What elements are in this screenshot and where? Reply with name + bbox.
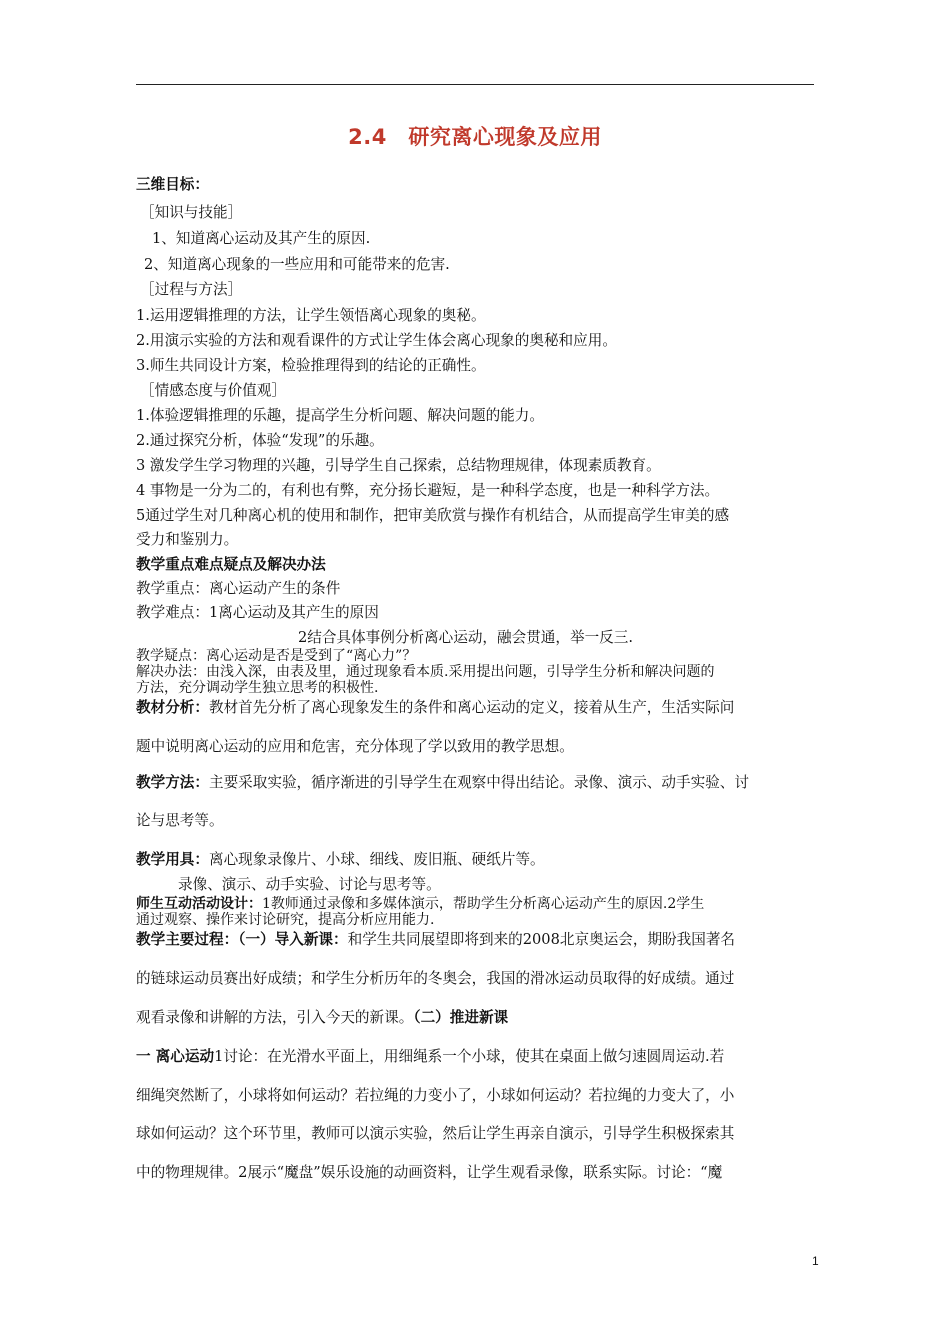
interaction-line-1: [136, 897, 704, 912]
tools-text: 离心现象录像片、小球、细线、废旧瓶、硬纸片等。: [208, 851, 545, 868]
section1-text-a: 1讨论：在光滑水平面上，用细绳系一个小球，使其在桌面上做匀速圆周运动.若: [214, 1048, 725, 1065]
process-heading: ［过程与方法］: [140, 281, 243, 298]
method-line-1: [136, 773, 749, 793]
tools-line-2: 录像、演示、动手实验、讨论与思考等。: [178, 876, 441, 893]
interaction-text: 1教师通过录像和多媒体演示，帮助学生分析离心运动产生的原因.2学生: [262, 896, 705, 912]
process-text: 和学生共同展望即将到来的2008北京奥运会，期盼我国著名: [347, 931, 736, 948]
emotion-item-4: 4 事物是一分为二的，有利也有弊，充分扬长避短，是一种科学态度，也是一种科学方法。: [136, 482, 720, 499]
process-line-3: [136, 1008, 508, 1028]
analysis-text: 教材首先分析了离心现象发生的条件和离心运动的定义，接着从生产，生活实际问: [208, 699, 735, 716]
analysis-line-2: 题中说明离心运动的应用和危害，充分体现了学以致用的教学思想。: [136, 738, 574, 755]
process-label: 教学主要过程：（一）导入新课：: [136, 931, 348, 948]
section1-line-2: 细绳突然断了，小球将如何运动？若拉绳的力变小了，小球如何运动？若拉绳的力变大了，小: [136, 1087, 735, 1104]
emotion-item-3: 3 激发学生学习物理的兴趣，引导学生自己探索，总结物理规律，体现素质教育。: [136, 457, 661, 474]
goals-heading: 三维目标：: [136, 176, 209, 193]
emotion-item-5-cont: 受力和鉴别力。: [136, 531, 239, 548]
process-label-2: （二）推进新课: [413, 1009, 509, 1026]
teaching-difficulty-2: 2结合具体事例分析离心运动，融会贯通，举一反三.: [298, 629, 633, 646]
emotion-item-1: 1.体验逻辑推理的乐趣，提高学生分析问题、解决问题的能力。: [136, 407, 544, 424]
page-title: 2.4 研究离心现象及应用: [348, 125, 602, 149]
keys-heading: 教学重点难点疑点及解决办法: [136, 556, 326, 573]
process-text-c: 观看录像和讲解的方法，引入今天的新课。: [136, 1009, 414, 1026]
emotion-heading: ［情感态度与价值观］: [140, 382, 286, 399]
emotion-item-5: 5通过学生对几种离心机的使用和制作，把审美欣赏与操作有机结合，从而提高学生审美的感: [136, 507, 730, 524]
interaction-line-2: 通过观察、操作来讨论研究，提高分析应用能力.: [136, 912, 435, 928]
tools-line-1: [136, 850, 545, 870]
method-line-2: 论与思考等。: [136, 812, 224, 829]
process-item-3: 3.师生共同设计方案，检验推理得到的结论的正确性。: [136, 357, 486, 374]
section1-line-4: 中的物理规律。2展示“魔盘”娱乐设施的动画资料，让学生观看录像，联系实际。讨论：“魔: [136, 1164, 723, 1181]
teaching-difficulty: 教学难点：1离心运动及其产生的原因: [136, 604, 379, 621]
method-text: 主要采取实验，循序渐进的引导学生在观察中得出结论。录像、演示、动手实验、讨: [208, 774, 749, 791]
teaching-focus: 教学重点：离心运动产生的条件: [136, 580, 341, 597]
process-line-1: [136, 930, 735, 950]
process-item-1: 1.运用逻辑推理的方法，让学生领悟离心现象的奥秘。: [136, 307, 486, 324]
solution-line-1: 解决办法：由浅入深，由表及里，通过现象看本质.采用提出问题，引导学生分析和解决问题的: [136, 664, 715, 680]
method-label: 教学方法：: [136, 774, 209, 791]
knowledge-item-1: 1、知道离心运动及其产生的原因.: [152, 230, 371, 247]
page-number: 1: [812, 1254, 819, 1268]
analysis-label: 教材分析：: [136, 699, 209, 716]
tools-label: 教学用具：: [136, 851, 209, 868]
teaching-doubt: 教学疑点：离心运动是否是受到了“离心力”？: [136, 648, 417, 664]
knowledge-heading: ［知识与技能］: [140, 204, 243, 221]
section1-line-1: [136, 1047, 724, 1067]
process-line-2: 的链球运动员赛出好成绩；和学生分析历年的冬奥会，我国的滑冰运动员取得的好成绩。通过: [136, 970, 735, 987]
header-rule: [136, 84, 814, 85]
interaction-label: 师生互动活动设计：: [136, 896, 262, 912]
solution-line-2: 方法，充分调动学生独立思考的积极性.: [136, 680, 379, 696]
emotion-item-2: 2.通过探究分析，体验“发现”的乐趣。: [136, 432, 384, 449]
process-item-2: 2.用演示实验的方法和观看课件的方式让学生体会离心现象的奥秘和应用。: [136, 332, 617, 349]
section1-label: 一 离心运动: [136, 1048, 215, 1065]
analysis-line-1: [136, 698, 734, 718]
knowledge-item-2: 2、知道离心现象的一些应用和可能带来的危害.: [144, 256, 450, 273]
section1-line-3: 球如何运动？这个环节里，教师可以演示实验，然后让学生再亲自演示，引导学生积极探索其: [136, 1125, 735, 1142]
